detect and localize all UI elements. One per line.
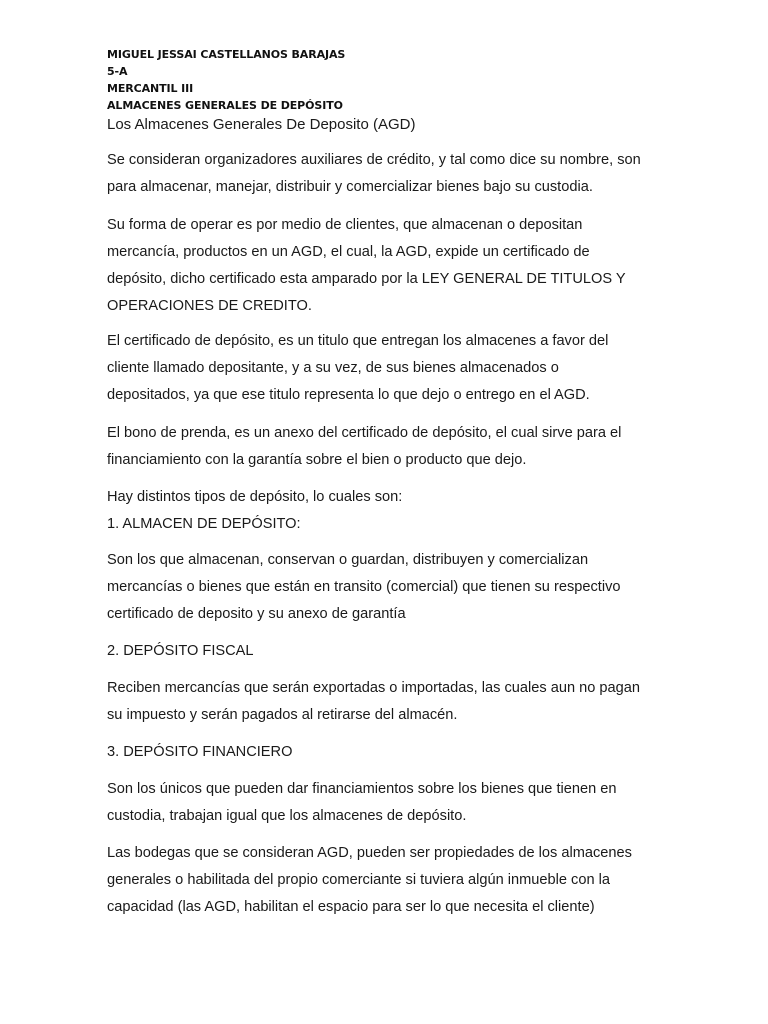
paragraph-certificate	[107, 328, 667, 409]
paragraph-line: depósito, dicho certificado esta amparado por la LEY GENERAL DE TITULOS Y	[107, 271, 626, 287]
paragraph-line: custodia, trabajan igual que los almacenes de depósito.	[107, 808, 467, 824]
author-name: MIGUEL JESSAI CASTELLANOS BARAJAS	[107, 48, 346, 61]
paragraph-line: El bono de prenda, es un anexo del certificado de depósito, el cual sirve para el	[107, 425, 622, 441]
paragraph-line: cliente llamado depositante, y a su vez, de sus bienes almacenados o	[107, 360, 559, 376]
paragraph-line: Se consideran organizadores auxiliares de crédito, y tal como dice su nombre, son	[107, 152, 641, 168]
type3-description	[107, 776, 667, 830]
topic-label: ALMACENES GENERALES DE DEPÓSITO	[107, 99, 343, 112]
paragraph-line: Reciben mercancías que serán exportadas o importadas, las cuales aun no pagan	[107, 680, 640, 696]
header-block	[107, 46, 667, 114]
type3-heading: 3. DEPÓSITO FINANCIERO	[107, 744, 293, 760]
types-intro: Hay distintos tipos de depósito, lo cuales son:	[107, 489, 403, 505]
paragraph-line: Su forma de operar es por medio de clientes, que almacenan o depositan	[107, 217, 583, 233]
group-label: 5-A	[107, 65, 128, 78]
document-title: Los Almacenes Generales De Deposito (AGD)	[107, 116, 416, 133]
paragraph-pledge-bond	[107, 420, 667, 474]
paragraph-line: El certificado de depósito, es un titulo que entregan los almacenes a favor del	[107, 333, 609, 349]
course-label: MERCANTIL III	[107, 82, 194, 95]
paragraph-line: generales o habilitada del propio comerciante si tuviera algún inmueble con la	[107, 872, 610, 888]
paragraph-line: depositados, ya que ese titulo representa lo que dejo o entrego en el AGD.	[107, 387, 590, 403]
paragraph-warehouses	[107, 840, 667, 921]
paragraph-line: para almacenar, manejar, distribuir y comercializar bienes bajo su custodia.	[107, 179, 593, 195]
type2-heading: 2. DEPÓSITO FISCAL	[107, 643, 254, 659]
paragraph-line: certificado de deposito y su anexo de garantía	[107, 606, 406, 622]
type2-description	[107, 675, 667, 729]
paragraph-definition	[107, 147, 667, 201]
paragraph-line: mercancías o bienes que están en transito (comercial) que tienen su respectivo	[107, 579, 621, 595]
paragraph-line: Son los que almacenan, conservan o guardan, distribuyen y comercializan	[107, 552, 589, 568]
paragraph-line: Son los únicos que pueden dar financiamientos sobre los bienes que tienen en	[107, 781, 617, 797]
paragraph-line: mercancía, productos en un AGD, el cual, la AGD, expide un certificado de	[107, 244, 590, 260]
paragraph-line: capacidad (las AGD, habilitan el espacio para ser lo que necesita el cliente)	[107, 899, 595, 915]
paragraph-line: OPERACIONES DE CREDITO.	[107, 298, 312, 314]
paragraph-line: Las bodegas que se consideran AGD, pueden ser propiedades de los almacenes	[107, 845, 632, 861]
paragraph-line: financiamiento con la garantía sobre el bien o producto que dejo.	[107, 452, 527, 468]
type1-heading: 1. ALMACEN DE DEPÓSITO:	[107, 516, 301, 532]
paragraph-line: su impuesto y serán pagados al retirarse del almacén.	[107, 707, 458, 723]
paragraph-operation	[107, 212, 667, 320]
type1-description	[107, 547, 667, 628]
